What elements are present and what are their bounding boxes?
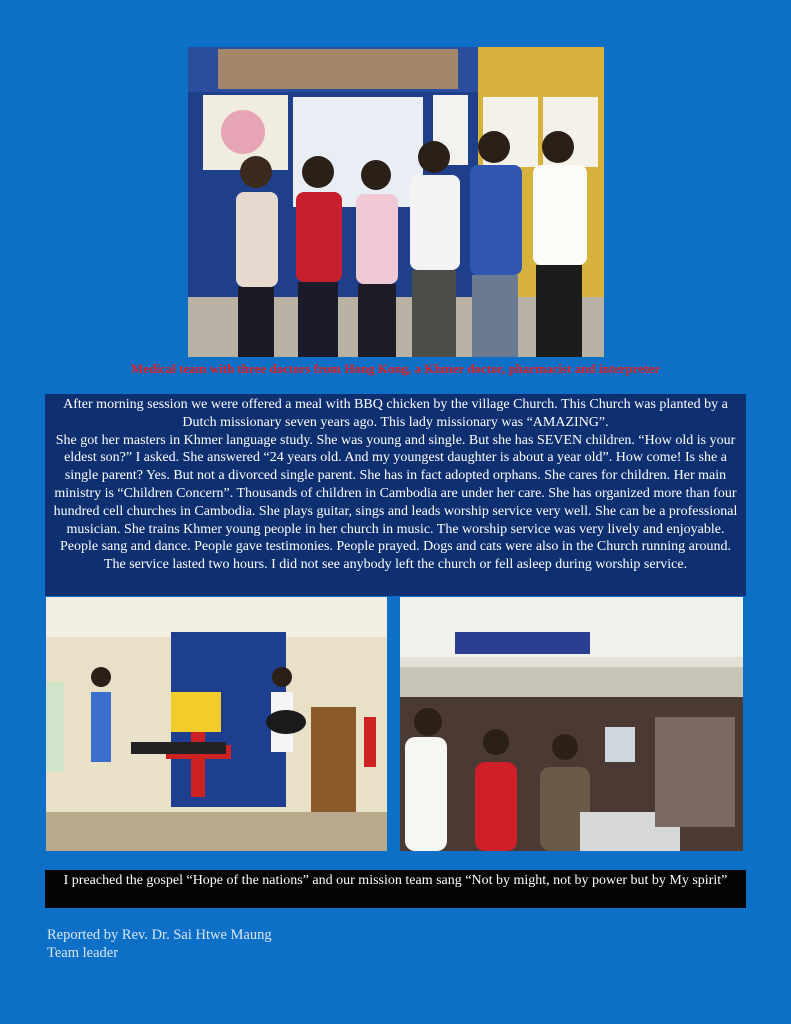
photo-caption: Medical team with three doctors from Hong Kong, a Khmer doctor, pharmacist and interpreter (131, 361, 660, 376)
story-paragraph: After morning session we were offered a meal with BBQ chicken by the village Church. This Church was planted by a Dutch missionary seven years ago. This lady missionary was “AMAZING”. (63, 397, 728, 430)
congregation-photo (400, 597, 743, 851)
closing-text-box: I preached the gospel “Hope of the nations” and our mission team sang “Not by might, not by power but by My spirit” (45, 870, 746, 908)
story-paragraph: She got her masters in Khmer language study. She was young and single. But she has SEVEN children. “How old is your eldest son?” I asked. She answered “24 years old. And my youngest daughter is about a year old”. How come! Is she a single parent? Yes. But not a divorced single parent. She has in fact adopted orphans. She cares for children. Her main ministry is “Children Concern”. Thousands of children in Cambodia are under her care. She has organized more than four hundred cell churches in Cambodia. She plays guitar, sings and leads worship service very well. She can be a professional musician. She trains Khmer young people in her church in music. The worship service was very lively and enjoyable. People sang and dance. People gave testimonies. People prayed. Dogs and cats were also in the Church running around. The service lasted two hours. I did not see anybody left the church or fell asleep during worship service. (53, 432, 738, 573)
report-signature (47, 926, 272, 962)
report-role: Team leader (47, 945, 119, 961)
report-author: Reported by Rev. Dr. Sai Htwe Maung (47, 927, 272, 943)
story-text-box (45, 394, 746, 596)
worship-band-photo (46, 597, 387, 851)
medical-team-photo (188, 47, 604, 357)
